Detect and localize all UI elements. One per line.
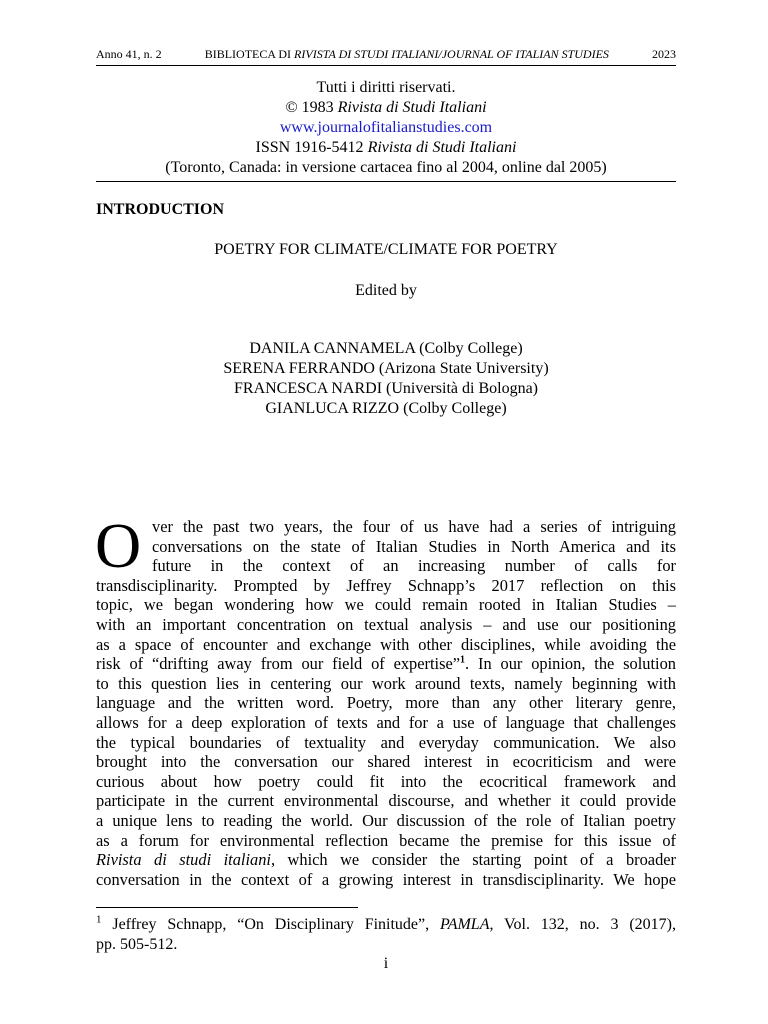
copyright-line: © 1983 Rivista di Studi Italiani <box>285 99 487 116</box>
masthead <box>96 78 676 178</box>
editors-list <box>96 339 676 419</box>
article-title: POETRY FOR CLIMATE/CLIMATE FOR POETRY <box>214 241 558 258</box>
body-line: ver the past two years, the four of us have had a series of intriguing <box>152 517 676 536</box>
body-line: as a space of encounter and exchange with other disciplines, while avoiding the <box>96 634 676 654</box>
running-head <box>96 46 676 66</box>
page <box>96 0 676 1024</box>
body-line: a unique lens to reading the world. Our discussion of the role of Italian poetry <box>96 810 676 830</box>
journal-website-link[interactable]: www.journalofitalianstudies.com <box>279 119 493 136</box>
body-line: Rivista di studi italiani, which we consider the starting point of a broader <box>96 850 676 870</box>
body-line: conversation in the context of a growing interest in transdisciplinarity. We hope <box>96 869 676 889</box>
footnote-line: $^1$ Jeffrey Schnapp, “On Disciplinary Finitude”, PAMLA, Vol. 132, no. 3 (2017), <box>96 913 676 933</box>
body-line: language and the written word. Poetry, more than any other literary genre, <box>96 693 676 713</box>
running-head-issue: Anno 41, n. 2 <box>96 47 162 61</box>
body-line: participate in the current environmental discourse, and whether it could provide <box>96 791 676 811</box>
body-line: with an important concentration on textual analysis – and use our positioning <box>96 614 676 634</box>
footnote-reference[interactable]: 1 <box>460 654 466 666</box>
footnote-marker: 1 <box>96 913 102 926</box>
edited-by-label: Edited by <box>355 282 417 299</box>
editor-name: FRANCESCA NARDI (Università di Bologna) <box>234 380 538 397</box>
footnote-line: pp. 505-512. <box>96 936 178 953</box>
body-paragraph <box>95 510 676 889</box>
body-line: allows for a deep exploration of texts and for a use of language that challenges <box>96 712 676 732</box>
editor-name: GIANLUCA RIZZO (Colby College) <box>265 400 507 417</box>
body-line: conversations on the state of Italian Studies in North America and its <box>152 536 676 556</box>
body-line: transdisciplinarity. Prompted by Jeffrey Schnapp’s 2017 reflection on this <box>96 575 676 595</box>
footnote-divider <box>96 907 358 908</box>
body-line: risk of “drifting away from our field of expertise”$^1$. In our opinion, the solution <box>96 654 676 674</box>
body-line: the typical boundaries of textuality and everyday communication. We also <box>96 732 676 752</box>
section-heading: INTRODUCTION <box>96 201 225 218</box>
body-line: curious about how poetry could fit into the ecocritical framework and <box>96 771 676 791</box>
publication-location: (Toronto, Canada: in versione cartacea fino al 2004, online dal 2005) <box>165 159 607 176</box>
body-line: topic, we began wondering how we could remain rooted in Italian Studies – <box>96 595 676 615</box>
rights-notice: Tutti i diritti riservati. <box>316 79 456 96</box>
editor-name: DANILA CANNAMELA (Colby College) <box>249 340 523 357</box>
footnote <box>96 915 676 955</box>
body-line: to this question lies in centering our work around texts, namely beginning with <box>96 673 676 693</box>
drop-cap: O <box>95 510 142 581</box>
masthead-divider <box>96 181 676 182</box>
running-head-year: 2023 <box>651 47 676 61</box>
page-number: i <box>383 955 389 972</box>
body-line: brought into the conversation our shared interest in ecocriticism and were <box>96 752 676 772</box>
issn-line: ISSN 1916-5412 Rivista di Studi Italiani <box>255 139 517 156</box>
editor-name: SERENA FERRANDO (Arizona State University) <box>223 360 549 377</box>
body-line: future in the context of an increasing number of calls for <box>152 556 676 576</box>
running-head-series: BIBLIOTECA DI RIVISTA DI STUDI ITALIANI/JOURNAL OF ITALIAN STUDIES <box>204 47 609 61</box>
body-line: as a forum for environmental reflection became the premise for this issue of <box>96 830 676 850</box>
